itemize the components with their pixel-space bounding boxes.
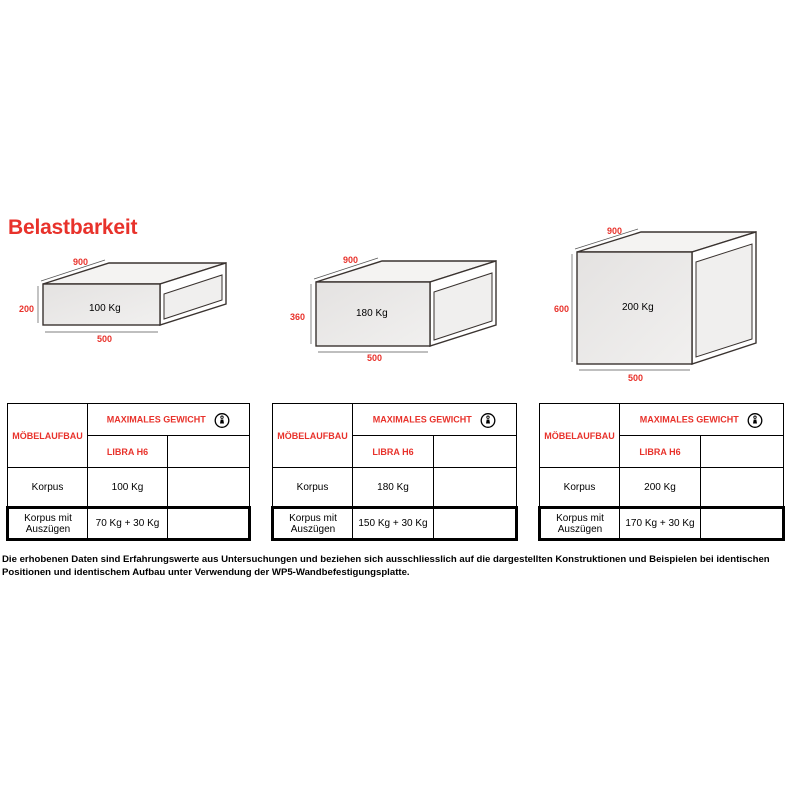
box-3-load-label: 200 Kg — [622, 302, 654, 313]
product-header: LIBRA H6 — [88, 436, 168, 468]
box-2-load-label: 180 Kg — [356, 308, 388, 319]
weight-icon — [747, 412, 763, 428]
max-weight-header: MAXIMALES GEWICHT — [353, 404, 517, 436]
product-header: LIBRA H6 — [353, 436, 434, 468]
shelf-box-3 — [554, 226, 756, 383]
product-header: LIBRA H6 — [620, 436, 701, 468]
max-weight-header: MAXIMALES GEWICHT — [620, 404, 784, 436]
box-2-width-label: 900 — [343, 255, 359, 265]
row-label-auszuegen: Korpus mit Auszügen — [273, 508, 353, 540]
footnote — [2, 553, 800, 579]
box-2-height-label: 360 — [290, 312, 306, 322]
empty-cell — [168, 508, 250, 540]
row-label-auszuegen: Korpus mit Auszügen — [540, 508, 620, 540]
footnote-line-1: Die erhobenen Daten sind Erfahrungswerte aus Untersuchungen und beziehen sich ausschliesslich auf die dargestellten Konstruktionen und Beispielen bei identischen — [2, 554, 770, 565]
footnote-line-2: Positionen und identischem Aufbau unter Verwendung der WP5-Wandbefestigungsplatte. — [2, 567, 410, 578]
max-weight-header: MAXIMALES GEWICHT — [88, 404, 250, 436]
moebelaufbau-header: MÖBELAUFBAU — [8, 404, 88, 468]
empty-cell — [434, 508, 517, 540]
row-value-korpus: 100 Kg — [88, 468, 168, 508]
shelf-box-2 — [290, 255, 496, 363]
empty-cell — [168, 468, 250, 508]
box-1-height-label: 200 — [19, 304, 35, 314]
shelf-box-1 — [19, 257, 226, 344]
box-2-depth-label: 500 — [367, 353, 383, 363]
load-table-1 — [6, 403, 251, 541]
row-label-korpus: Korpus — [8, 468, 88, 508]
empty-cell — [434, 436, 517, 468]
row-label-korpus: Korpus — [273, 468, 353, 508]
row-label-korpus: Korpus — [540, 468, 620, 508]
moebelaufbau-header: MÖBELAUFBAU — [273, 404, 353, 468]
empty-cell — [701, 436, 784, 468]
box-3-width-label: 900 — [607, 226, 623, 236]
empty-cell — [701, 508, 784, 540]
empty-cell — [434, 468, 517, 508]
load-table-3 — [538, 403, 785, 541]
row-value-korpus: 180 Kg — [353, 468, 434, 508]
row-label-auszuegen: Korpus mit Auszügen — [8, 508, 88, 540]
weight-icon — [480, 412, 496, 428]
row-value-auszuegen: 70 Kg + 30 Kg — [88, 508, 168, 540]
box-3-height-label: 600 — [554, 304, 570, 314]
weight-icon — [214, 412, 230, 428]
page-title: Belastbarkeit — [8, 216, 138, 239]
box-3-depth-label: 500 — [628, 373, 644, 383]
box-1-depth-label: 500 — [97, 334, 113, 344]
row-value-korpus: 200 Kg — [620, 468, 701, 508]
row-value-auszuegen: 150 Kg + 30 Kg — [353, 508, 434, 540]
moebelaufbau-header: MÖBELAUFBAU — [540, 404, 620, 468]
box-1-width-label: 900 — [73, 257, 89, 267]
row-value-auszuegen: 170 Kg + 30 Kg — [620, 508, 701, 540]
box-1-load-label: 100 Kg — [89, 303, 121, 314]
empty-cell — [168, 436, 250, 468]
empty-cell — [701, 468, 784, 508]
load-table-2 — [271, 403, 518, 541]
